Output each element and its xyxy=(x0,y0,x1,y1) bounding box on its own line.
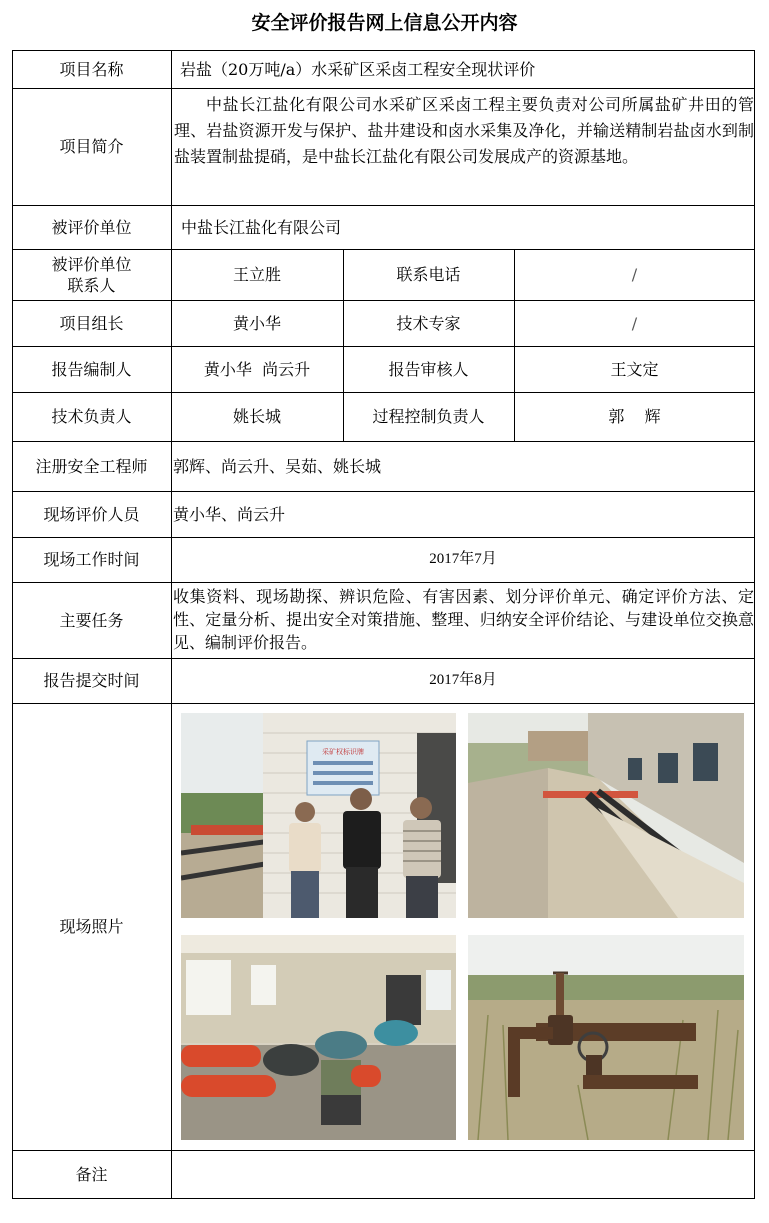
project-intro-label: 项目简介 xyxy=(59,137,124,156)
photos-label: 现场照片 xyxy=(59,917,124,936)
site-time-label: 现场工作时间 xyxy=(43,550,140,569)
contact-label: 被评价单位 联系人 xyxy=(51,254,132,295)
project-intro-value: 中盐长江盐化有限公司水采矿区采卤工程主要负责对公司所属盐矿井田的管理、岩盐资源开发与保护、盐井建设和卤水采集及净化，并输送精制岩盐卤水到制盐装置制盐提硝，是中盐长江盐化有限公司发展成产的资源基地。 xyxy=(174,95,754,166)
photo-brine-channel xyxy=(468,713,744,918)
photo-pump-room xyxy=(181,935,456,1140)
reviewer-label: 报告审核人 xyxy=(388,359,469,379)
site-time-value: 2017年7月 xyxy=(429,551,497,567)
tasks-label: 主要任务 xyxy=(59,610,124,630)
engineers-value: 郭辉、尚云升、吴茹、姚长城 xyxy=(173,456,382,476)
page-title: 安全评价报告网上信息公开内容 xyxy=(251,12,518,34)
sign-text: 采矿权标识牌 xyxy=(322,748,364,756)
process-control-value: 郭 辉 xyxy=(608,407,661,426)
submit-time-value: 2017年8月 xyxy=(429,672,497,688)
engineers-label: 注册安全工程师 xyxy=(35,456,148,476)
photo-wellhead-valve xyxy=(468,935,744,1140)
project-name-label: 项目名称 xyxy=(59,59,124,79)
leader-label: 项目组长 xyxy=(59,313,124,333)
evaluated-unit-value: 中盐长江盐化有限公司 xyxy=(181,217,342,237)
leader-value: 黄小华 xyxy=(232,313,281,333)
contact-value: 王立胜 xyxy=(232,265,281,284)
reviewer-value: 王文定 xyxy=(610,359,659,379)
photo-staff-at-sign xyxy=(181,713,456,918)
submit-time-label: 报告提交时间 xyxy=(43,671,140,690)
process-control-label: 过程控制负责人 xyxy=(372,407,485,426)
project-name-value: 岩盐（20万吨/a）水采矿区采卤工程安全现状评价 xyxy=(180,59,536,79)
site-staff-value: 黄小华、尚云升 xyxy=(173,504,286,524)
compiler-label: 报告编制人 xyxy=(51,359,132,379)
tech-lead-label: 技术负责人 xyxy=(51,407,132,426)
tasks-value: 收集资料、现场勘探、辨识危险、有害因素、划分评价单元、确定评价方法、定性、定量分析、提出安全对策措施、整理、归纳安全评价结论、与建设单位交换意见、编制评价报告。 xyxy=(173,587,754,652)
expert-value: / xyxy=(631,313,638,333)
expert-label: 技术专家 xyxy=(396,313,461,333)
compiler-value: 黄小华 尚云升 xyxy=(203,359,311,379)
remarks-value xyxy=(171,1150,755,1199)
phone-value: / xyxy=(631,265,638,284)
phone-label: 联系电话 xyxy=(396,265,461,284)
tech-lead-value: 姚长城 xyxy=(232,407,281,426)
remarks-label: 备注 xyxy=(75,1165,108,1184)
site-staff-label: 现场评价人员 xyxy=(43,504,140,524)
evaluated-unit-label: 被评价单位 xyxy=(51,217,132,237)
